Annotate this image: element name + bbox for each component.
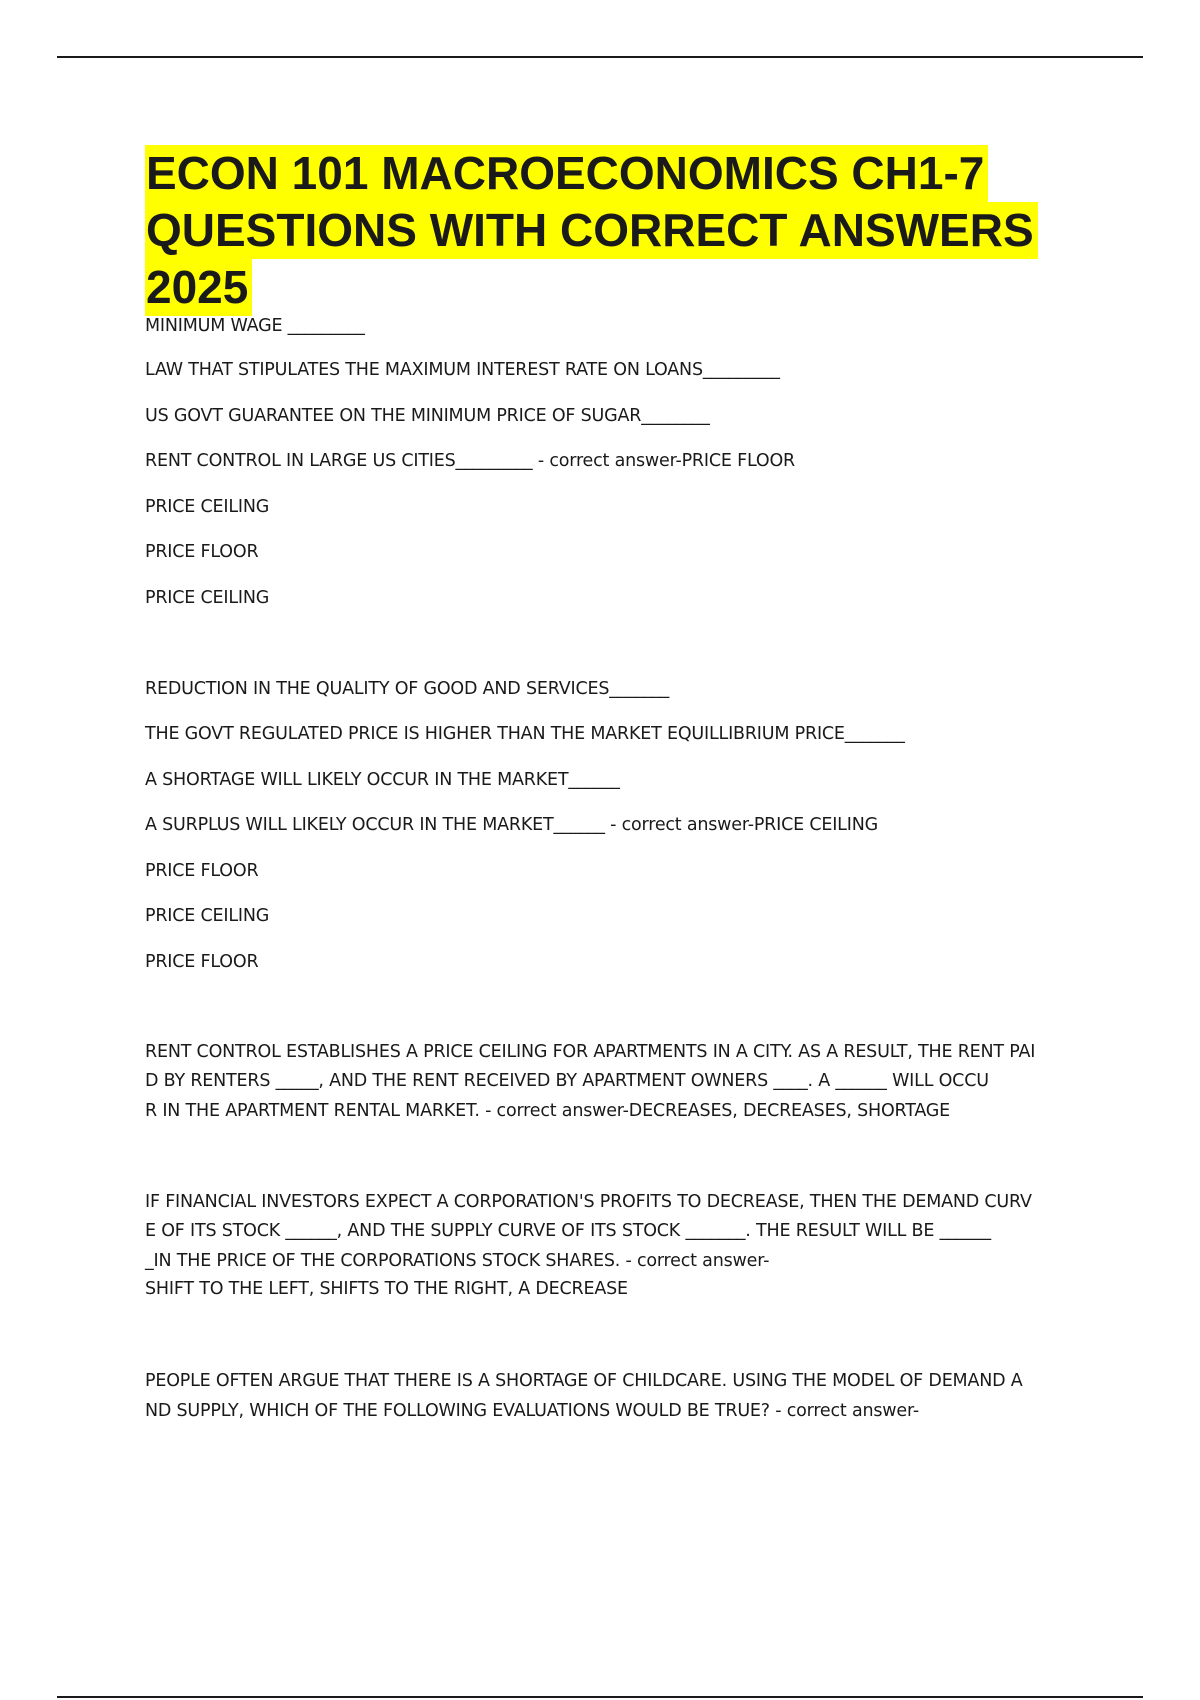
bottom-rule — [57, 1696, 1143, 1698]
title-line: QUESTIONS WITH CORRECT ANSWERS — [145, 202, 1038, 259]
question-line: A SURPLUS WILL LIKELY OCCUR IN THE MARKET______ - correct answer-PRICE CEILING — [145, 815, 878, 835]
question-line: RENT CONTROL IN LARGE US CITIES_________ - correct answer-PRICE FLOOR — [145, 451, 795, 471]
question-line: THE GOVT REGULATED PRICE IS HIGHER THAN THE MARKET EQUILLIBRIUM PRICE_______ — [145, 724, 905, 744]
title-line: 2025 — [145, 259, 252, 316]
question-line: ND SUPPLY, WHICH OF THE FOLLOWING EVALUATIONS WOULD BE TRUE? - correct answer- — [145, 1401, 919, 1421]
question-line: REDUCTION IN THE QUALITY OF GOOD AND SERVICES_______ — [145, 679, 670, 699]
question-line: LAW THAT STIPULATES THE MAXIMUM INTEREST RATE ON LOANS_________ — [145, 360, 780, 380]
question-line: R IN THE APARTMENT RENTAL MARKET. - correct answer-DECREASES, DECREASES, SHORTAGE — [145, 1101, 951, 1121]
title-line: ECON 101 MACROECONOMICS CH1-7 — [145, 145, 988, 202]
question-line: _IN THE PRICE OF THE CORPORATIONS STOCK SHARES. - correct answer- — [145, 1251, 770, 1271]
question-line: IF FINANCIAL INVESTORS EXPECT A CORPORATION'S PROFITS TO DECREASE, THEN THE DEMAND CURV — [145, 1192, 1032, 1212]
answer-line: PRICE CEILING — [145, 497, 270, 517]
question-line: D BY RENTERS _____, AND THE RENT RECEIVED BY APARTMENT OWNERS ____. A ______ WILL OCCU — [145, 1071, 989, 1091]
question-line: RENT CONTROL ESTABLISHES A PRICE CEILING FOR APARTMENTS IN A CITY. AS A RESULT, THE RENT PAI — [145, 1042, 1036, 1062]
answer-line: PRICE FLOOR — [145, 952, 259, 972]
document-title — [145, 145, 1105, 316]
answer-line: PRICE CEILING — [145, 588, 270, 608]
question-line: US GOVT GUARANTEE ON THE MINIMUM PRICE OF SUGAR________ — [145, 406, 710, 426]
top-rule — [57, 56, 1143, 58]
question-line: A SHORTAGE WILL LIKELY OCCUR IN THE MARKET______ — [145, 770, 620, 790]
question-line: PEOPLE OFTEN ARGUE THAT THERE IS A SHORTAGE OF CHILDCARE. USING THE MODEL OF DEMAND A — [145, 1371, 1023, 1391]
answer-line: PRICE FLOOR — [145, 542, 259, 562]
question-line: E OF ITS STOCK ______, AND THE SUPPLY CURVE OF ITS STOCK _______. THE RESULT WILL BE ______ — [145, 1221, 991, 1241]
question-line: MINIMUM WAGE _________ — [145, 316, 365, 336]
answer-line: SHIFT TO THE LEFT, SHIFTS TO THE RIGHT, A DECREASE — [145, 1279, 628, 1299]
answer-line: PRICE FLOOR — [145, 861, 259, 881]
answer-line: PRICE CEILING — [145, 906, 270, 926]
